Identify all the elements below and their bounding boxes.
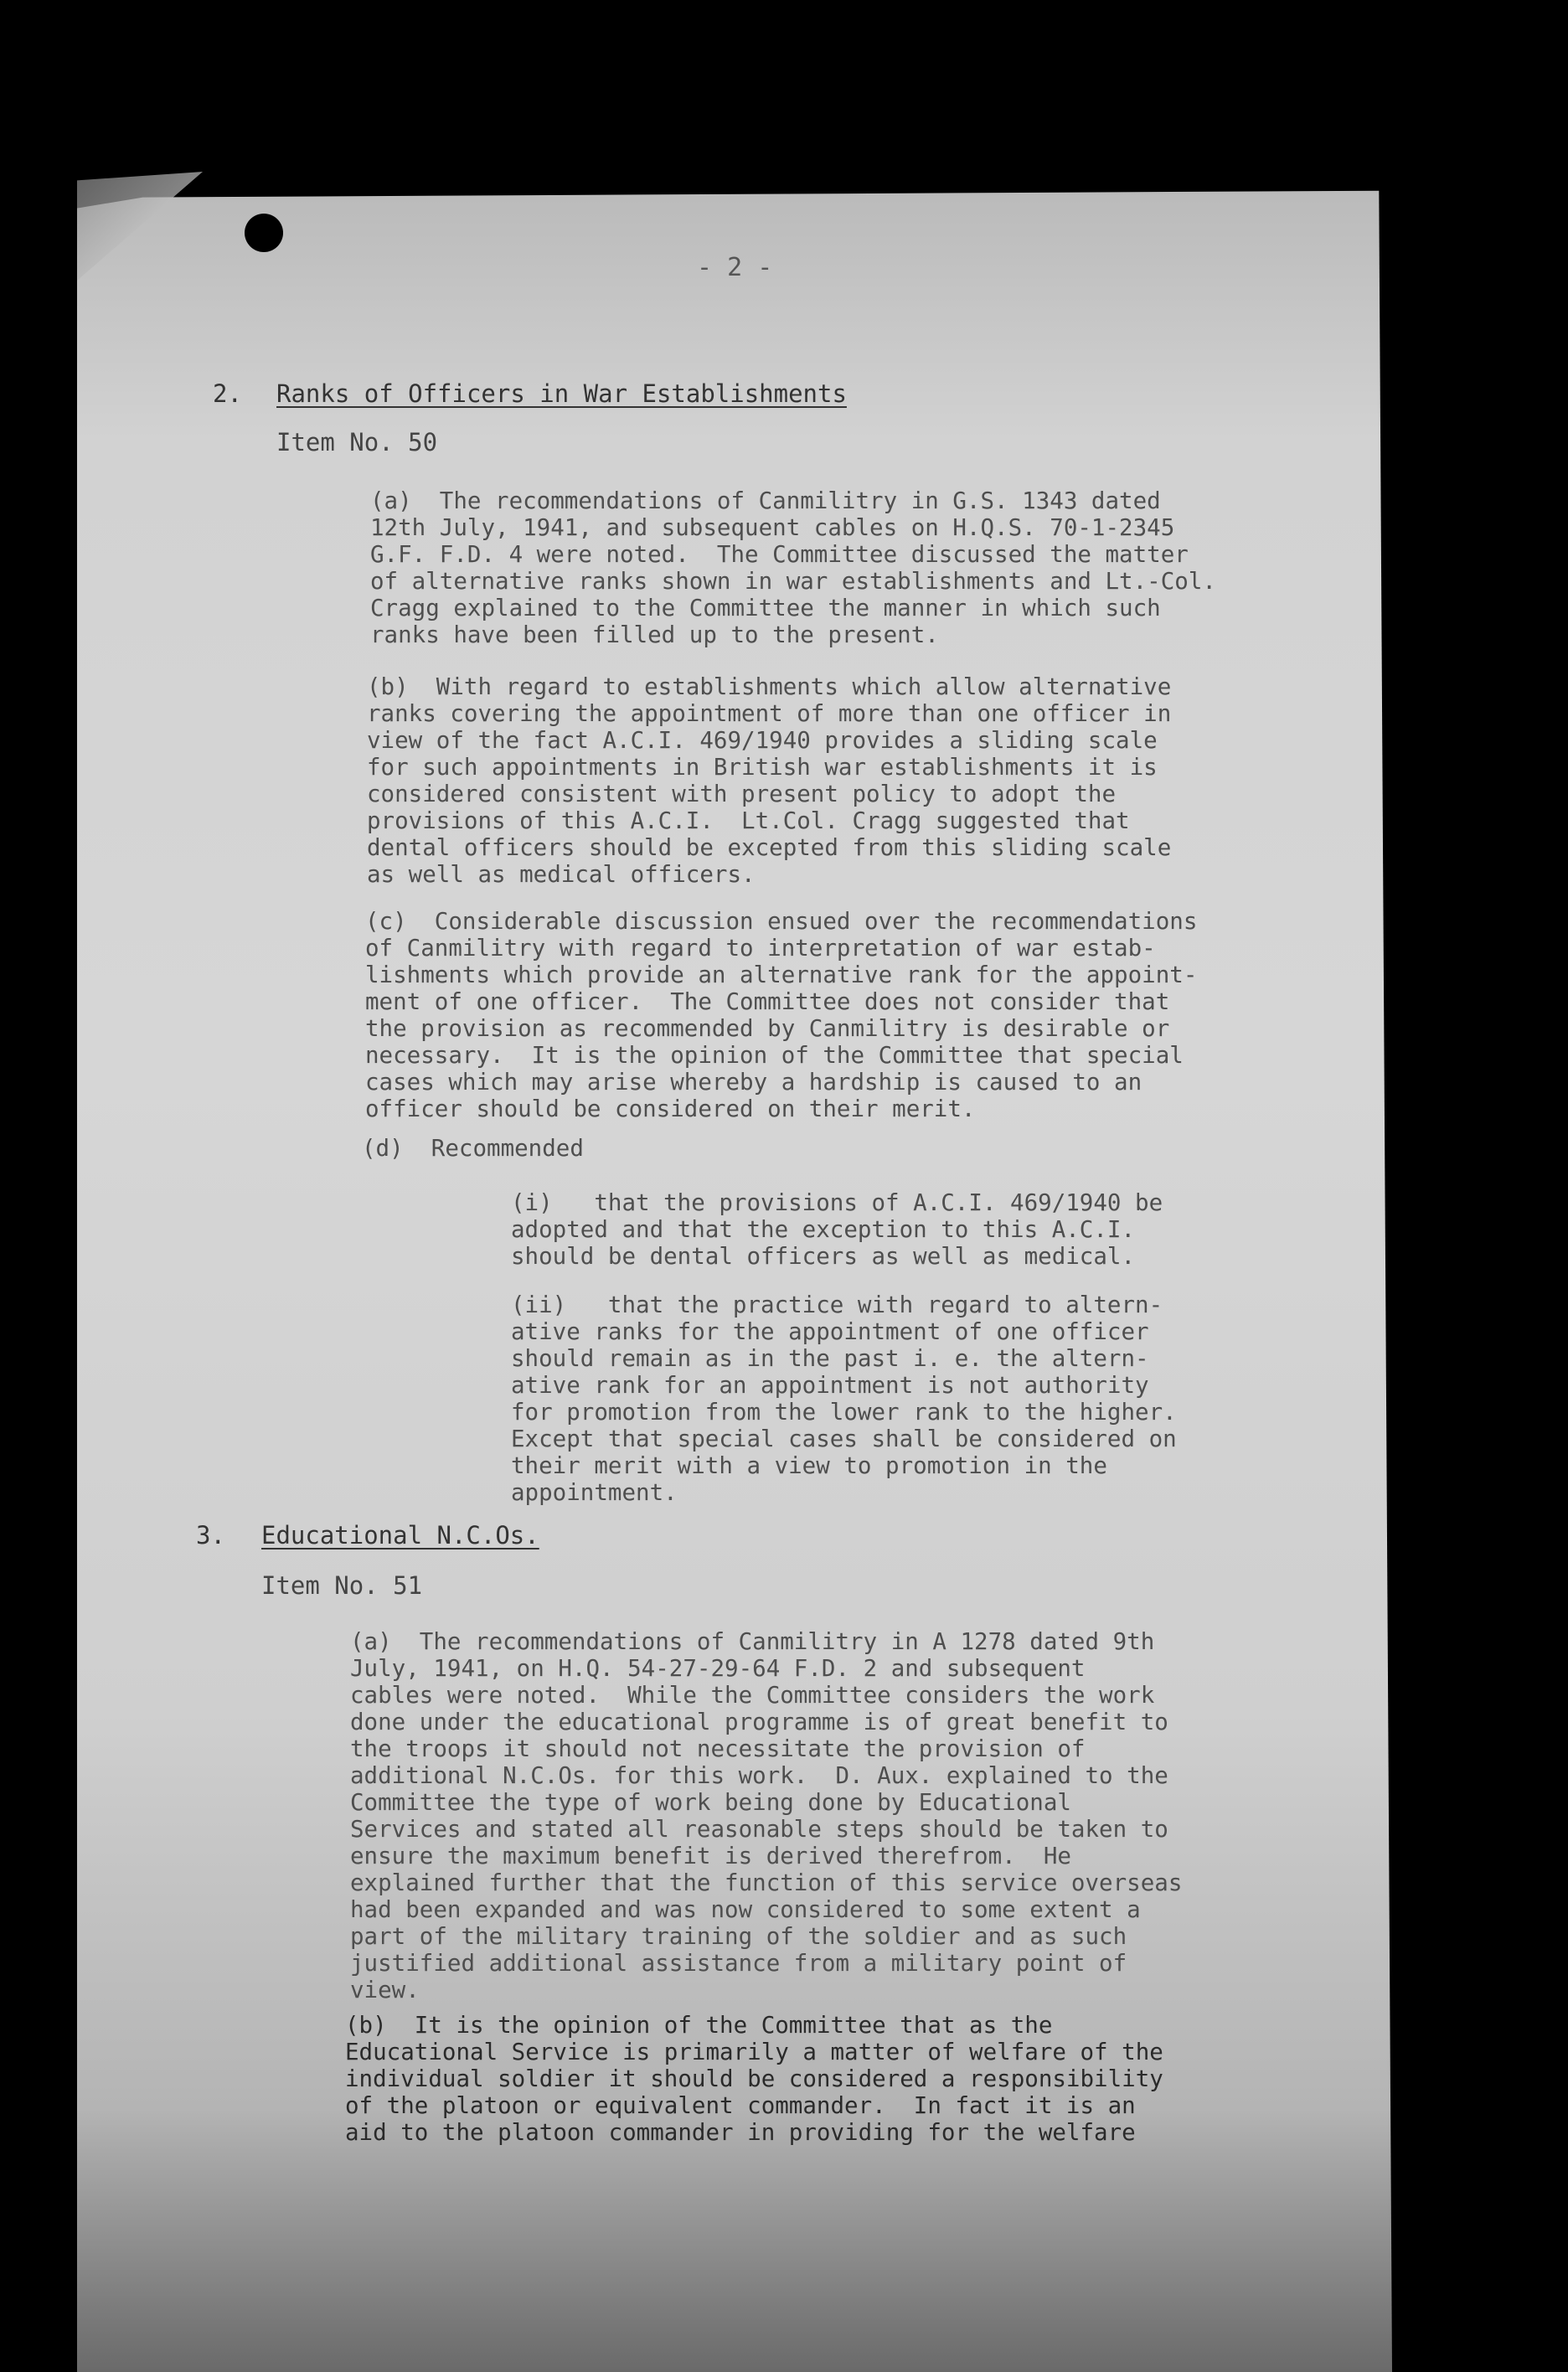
recommendation-i: (i) that the provisions of A.C.I. 469/1940 be adopted and that the exception to this A.C.I. should be dental officers as well as medical. bbox=[511, 1189, 1163, 1270]
document-page bbox=[77, 178, 1392, 2372]
section-heading: Educational N.C.Os. bbox=[261, 1521, 539, 1550]
section-number: 3. bbox=[196, 1521, 225, 1550]
section-heading: Ranks of Officers in War Establishments bbox=[276, 379, 847, 408]
paragraph-b: (b) It is the opinion of the Committee that as the Educational Service is primarily a matter of welfare of the individual soldier it should be considered a responsibility of the platoon or equivalent commander. In fact it is an aid to the platoon commander in providing for the welfare bbox=[345, 2012, 1163, 2146]
paragraph-a: (a) The recommendations of Canmilitry in G.S. 1343 dated 12th July, 1941, and subsequent cables on H.Q.S. 70-1-2345 G.F. F.D. 4 were noted. The Committee discussed the matter of alternative ranks shown in war establishments and Lt.-Col. Cragg explained to the Committee the manner in which such ranks have been filled up to the present. bbox=[370, 487, 1216, 648]
page-number: - 2 - bbox=[697, 253, 773, 282]
paragraph-c: (c) Considerable discussion ensued over the recommendations of Canmilitry with regard to interpretation of war estab- lishments which provide an alternative rank for the appoint- ment of one officer. The Committee does not consider that the provision as recommended by Canmilitry is desirable or necessary. It is the opinion of the Committee that special cases which may arise whereby a hardship is caused to an officer should be considered on their merit. bbox=[365, 908, 1198, 1122]
recommendation-ii: (ii) that the practice with regard to altern- ative ranks for the appointment of one officer should remain as in the past i. e. the altern- ative rank for an appointment is not authority for promotion from the lower rank to the higher. Except that special cases shall be considered on their merit with a view to promotion in the appointment. bbox=[511, 1292, 1177, 1506]
section-number: 2. bbox=[213, 379, 242, 408]
item-number: Item No. 51 bbox=[261, 1571, 423, 1600]
item-number: Item No. 50 bbox=[276, 428, 438, 456]
paragraph-a: (a) The recommendations of Canmilitry in A 1278 dated 9th July, 1941, on H.Q. 54-27-29-64 F.D. 2 and subsequent cables were noted. While the Committee considers the work done under the educational programme is of great benefit to the troops it should not necessitate the provision of additional N.C.Os. for this work. D. Aux. explained to the Committee the type of work being done by Educational Services and stated all reasonable steps should be taken to ensure the maximum benefit is derived therefrom. He explained further that the function of this service overseas had been expanded and was now considered to some extent a part of the military training of the soldier and as such justified additional assistance from a military point of view. bbox=[350, 1628, 1183, 2003]
paragraph-d: (d) Recommended bbox=[362, 1135, 584, 1162]
paragraph-b: (b) With regard to establishments which allow alternative ranks covering the appointment of more than one officer in view of the fact A.C.I. 469/1940 provides a sliding scale for such appointments in British war establishments it is considered consistent with present policy to adopt the provisions of this A.C.I. Lt.Col. Cragg suggested that dental officers should be excepted from this sliding scale as well as medical officers. bbox=[367, 673, 1172, 888]
